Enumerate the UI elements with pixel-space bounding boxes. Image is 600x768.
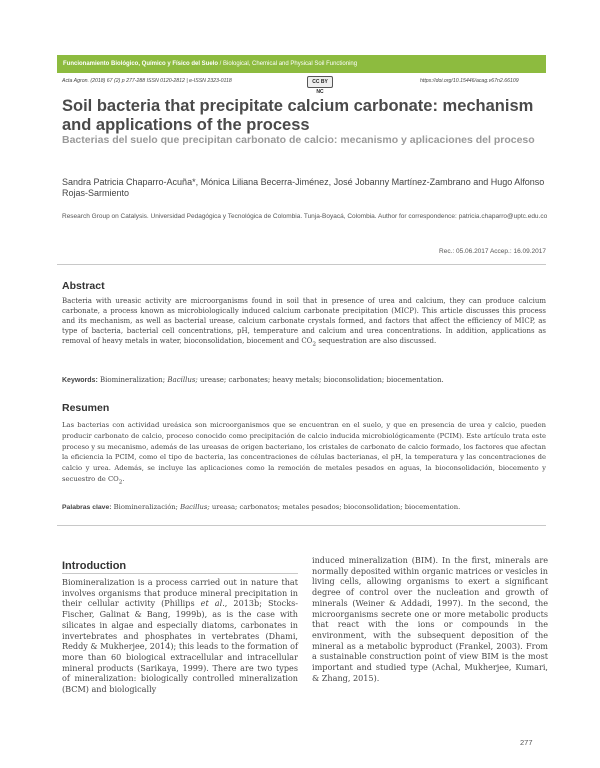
article-title-spanish: Bacterias del suelo que precipitan carbonato de calcio: mecanismo y aplicaciones del proceso [62,134,535,146]
abstract-body [62,296,546,349]
keywords-italic: Bacillus; [167,376,198,384]
intro-text-rest: , 2013b; Stocks-Fischer, Galinat & Bang, 1999b), as is the case with silicates in algae and especially diatoms, carbonates in invertebrates and phosphates in vertebrates (Dhami, Reddy & Mukherjee, 2014); this leads to the formation of more than 60 biological extracellular and intracellular mineral products (Sarikaya, 1999). There are two types of mineralization: biologically controlled mineralization (BCM) and biologically [62,598,298,695]
resumen-subscript: 2 [118,479,123,486]
keywords-text: Biomineralization; [97,376,168,384]
right-column [312,555,548,683]
resumen-text: Las bacterias con actividad ureásica son microorganismos que se encuentran en el suelo, y que en presencia de urea y calcio, pueden producir carbonato de calcio, proceso conocido como precipitación de calcio inducida microbiológicamente (PCIM). Este artículo trata este proceso y su mecanismo, además de las ureasas de origen bacteriano, los cristales de carbonato de calcio formado, los factores que afectan la eficiencia la PCIM, como el tipo de bacteria, las concentraciones de células bacterianas, el pH, la temperatura y las concentraciones de calcio y urea. Además, se incluye las aplicaciones como la remoción de metales pesados en aguas, la bioconsolidación, biocemento y secuestro de CO [62,421,546,483]
palabras-clave-text-end: ureasa; carbonatos; metales pesados; bioconsolidation; biocementation. [209,503,461,511]
banner-section-en: / Biological, Chemical and Physical Soil Functioning [218,61,358,67]
resumen-text-end: . [122,474,125,483]
palabras-clave-text: Biomineralización; [111,503,181,511]
banner-section-es: Funcionamiento Biológico, Químico y Físico del Suelo [63,61,219,67]
abstract-heading: Abstract [62,280,105,292]
intro-paragraph [62,577,298,695]
journal-citation: Acta Agron. (2018) 67 (2) p 277-288 ISSN 0120-2812 | e-ISSN 2323-0118 [62,78,232,84]
left-column [62,577,298,695]
intro-paragraph-continued: induced mineralization (BIM). In the first, minerals are normally deposited within organic matrices or vesicles in living cells, allowing organisms to exert a significant degree of control over the nucleation and growth of minerals (Weiner & Addadi, 1997). In the second, the microorganisms secrete one or more metabolic products that react with the ions or compounds in the environment, with the subsequent deposition of the mineral as a metabolic byproduct (Frankel, 2003). From a sustainable construction point of view BIM is the most important and studied type (Achal, Mukherjee, Kumari, & Zhang, 2015). [312,555,548,683]
section-banner [57,55,546,73]
intro-underline [62,573,298,574]
received-accepted-dates: Rec.: 05.06.2017 Accep.: 16.09.2017 [439,248,546,255]
abstract-text: Bacteria with ureasic activity are microorganisms found in soil that in presence of urea and calcium, they can produce calcium carbonate, a process known as microbiologically induced calcium carbonate precipitation (MICP). This article discusses this process and its mechanism, as well as bacterial urease, calcium carbonate crystals formed, and factors that affect the efficiency of MICP, as type of bacteria, bacterial cell concentrations, pH, temperature and calcium and urea concentrations. In addition, applications as removal of heavy metals in water, bioconsolidation, biocement and CO [62,297,546,345]
keywords [62,376,546,384]
affiliation: Research Group on Catalysis. Universidad Pedagógica y Tecnológica de Colombia. Tunja-Boyacá, Colombia. Author for correspondence: patricia.chaparro@uptc.edu.co [62,213,548,220]
keywords-text-end: urease; carbonates; heavy metals; bioconsolidation; biocementation. [197,376,444,384]
divider [57,264,546,265]
palabras-clave-italic: Bacillus; [180,503,210,511]
resumen-heading: Resumen [62,402,110,414]
author-list: Sandra Patricia Chaparro-Acuña*, Mónica Liliana Becerra-Jiménez, José Jobanny Martínez-Zambrano and Hugo Alfonso Rojas-Sarmiento [62,177,545,198]
cc-license-icon: CC BY NC [307,76,333,88]
palabras-clave [62,503,546,511]
doi-link[interactable]: https://doi.org/10.15446/acag.v67n2.66109 [420,78,519,84]
article-title: Soil bacteria that precipitate calcium carbonate: mechanism and applications of the process [62,97,534,134]
keywords-label: Keywords: [62,377,98,384]
intro-italic: et al. [200,598,225,609]
divider [57,525,546,526]
palabras-clave-label: Palabras clave: [62,504,112,511]
abstract-subscript: 2 [312,341,317,348]
page-number: 277 [520,738,533,747]
intro-text: Biomineralization is a process carried out in nature that involves organisms that produce mineral precipitation in their cellular activity (Phillips [62,577,298,609]
abstract-text-end: sequestration are also discussed. [316,337,437,345]
introduction-heading: Introduction [62,560,127,572]
resumen-body [62,420,546,488]
